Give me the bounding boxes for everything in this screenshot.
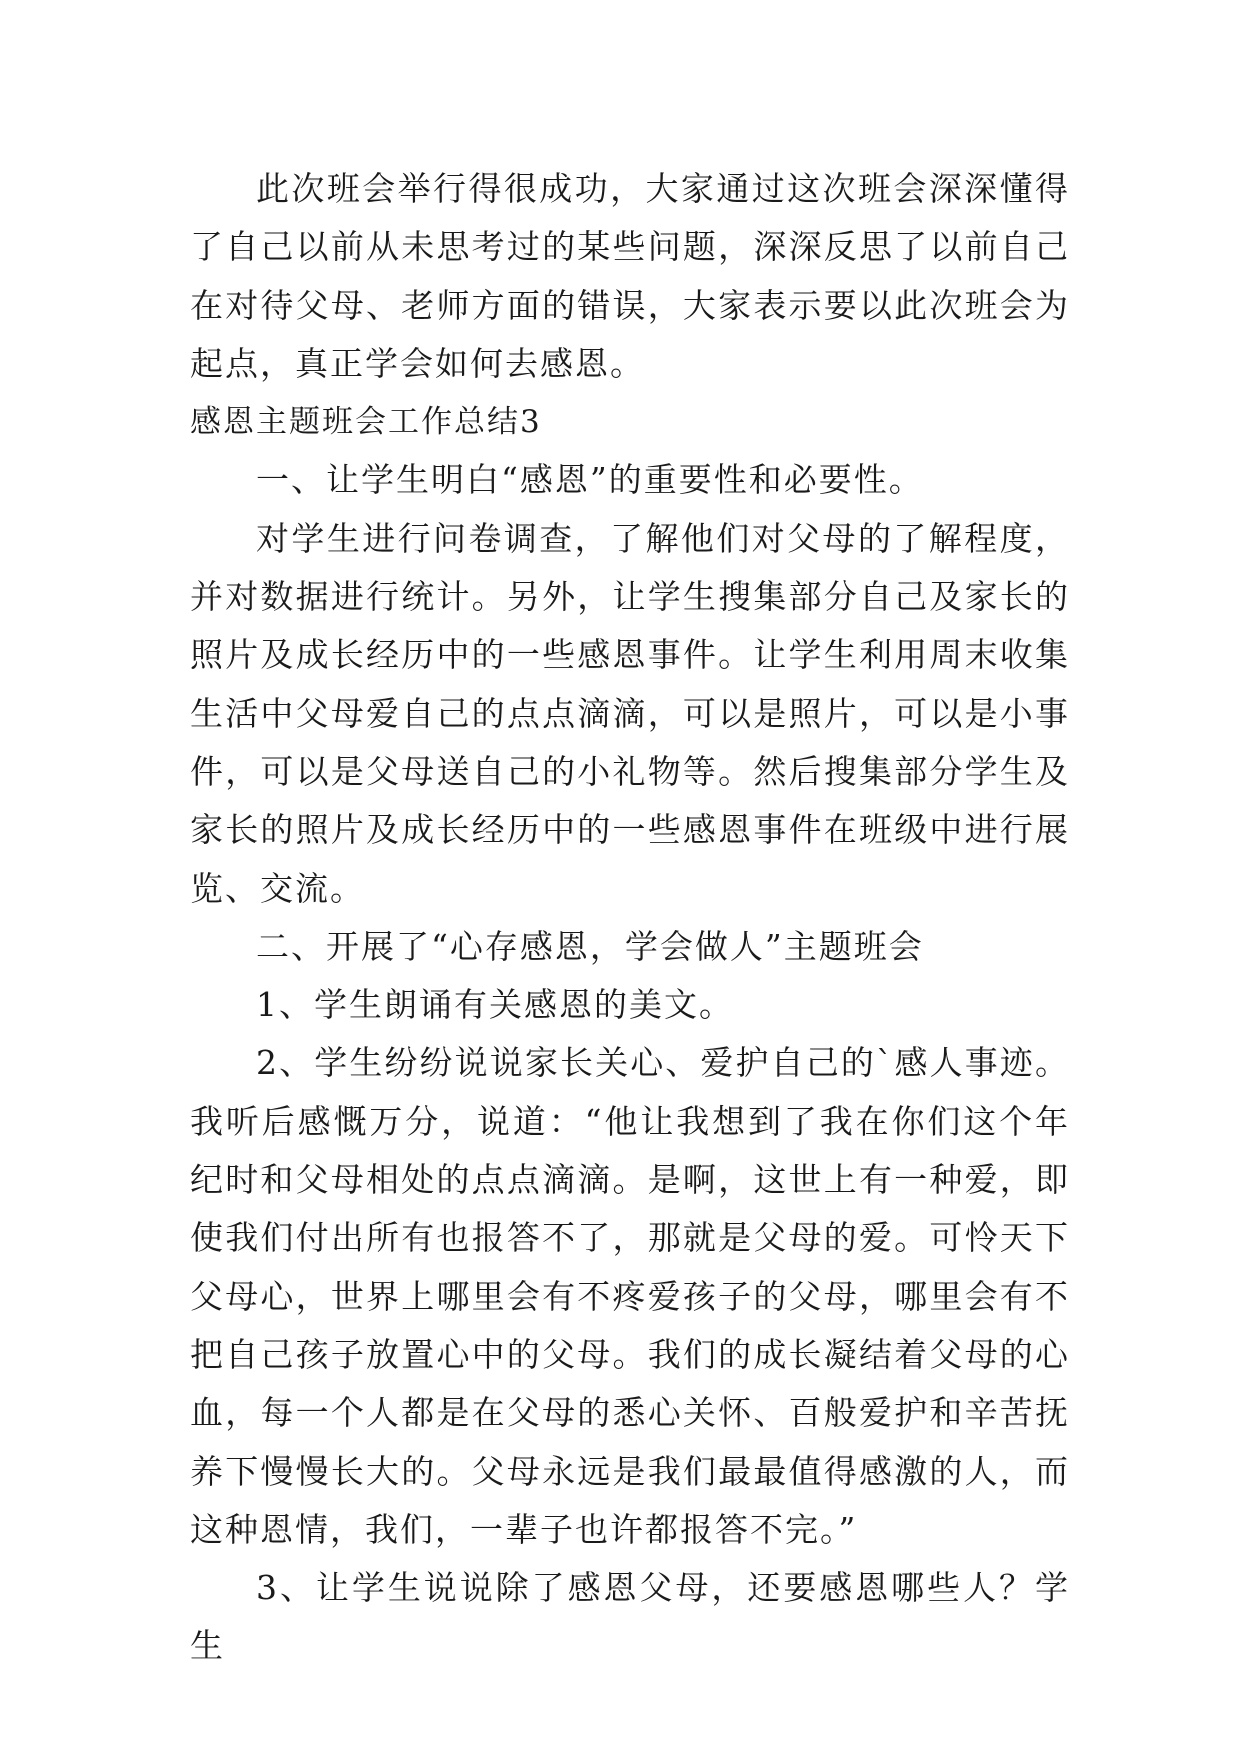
paragraph-survey: 对学生进行问卷调查，了解他们对父母的了解程度，并对数据进行统计。另外，让学生搜集部分自己及家长的照片及成长经历中的一些感恩事件。让学生利用周末收集生活中父母爱自己的点点滴滴，可以是照片，可以是小事件，可以是父母送自己的小礼物等。然后搜集部分学生及家长的照片及成长经历中的一些感恩事件在班级中进行展览、交流。 xyxy=(190,518,1070,908)
paragraph-summary: 此次班会举行得很成功，大家通过这次班会深深懂得了自己以前从未思考过的某些问题，深深反思了以前自己在对待父母、老师方面的错误，大家表示要以此次班会为起点，真正学会如何去感恩。 xyxy=(190,169,1070,383)
paragraph-item-three: 3、让学生说说除了感恩父母，还要感恩哪些人？学生 xyxy=(190,1568,1070,1666)
paragraph-item-one: 1、学生朗诵有关感恩的美文。 xyxy=(256,985,734,1025)
paragraph-item-two: 2、学生纷纷说说家长关心、爱护自己的`感人事迹。我听后感慨万分，说道：“他让我想到了我在你们这个年纪时和父母相处的点点滴滴。是啊，这世上有一种爱，即使我们付出所有也报答不了，那就是父母的爱。可怜天下父母心，世界上哪里会有不疼爱孩子的父母，哪里会有不把自己孩子放置心中的父母。我们的成长凝结着父母的心血，每一个人都是在父母的悉心关怀、百般爱护和辛苦抚养下慢慢长大的。父母永远是我们最最值得感激的人，而这种恩情，我们，一辈子也许都报答不完。” xyxy=(190,1043,1070,1549)
document-page xyxy=(190,160,1070,1676)
paragraph-point-two: 二、开展了“心存感恩，学会做人”主题班会 xyxy=(256,926,924,966)
section-heading: 感恩主题班会工作总结3 xyxy=(190,404,542,441)
paragraph-point-one: 一、让学生明白“感恩”的重要性和必要性。 xyxy=(256,460,924,500)
